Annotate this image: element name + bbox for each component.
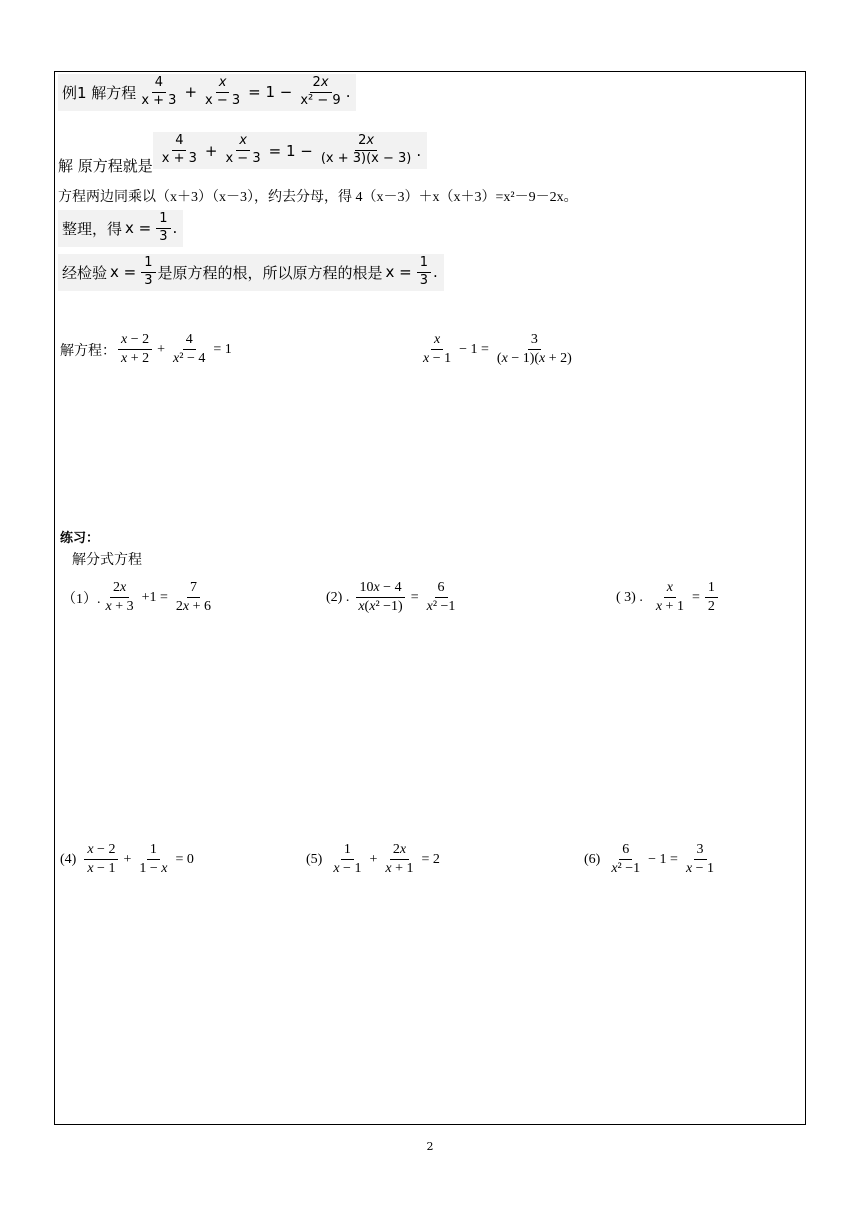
practice-label: ( 3) . (616, 589, 643, 605)
check-prefix: 经检验 (62, 263, 108, 282)
fraction: $\frac{2x}{x + 1}$ (385, 842, 414, 877)
practice-label: (4) (60, 851, 77, 867)
practice-item-3: ( 3) . $\frac{x}{x + 1}$ = $\frac{1}{2}$ (616, 580, 720, 615)
practice-heading: 练习： (60, 531, 100, 546)
fraction: $\frac{x}{x - 3}$ (205, 75, 241, 108)
fraction: $\frac{4}{x + 3}$ (141, 75, 177, 108)
simplify-prefix: 整理，得 (62, 219, 123, 238)
fraction: $\frac{x}{x - 3}$ (225, 133, 261, 166)
fraction: $\frac{3}{x - 1}$ (685, 842, 715, 877)
check-middle: 是原方程的根，所以原方程的根是 (157, 263, 383, 282)
practice-item-5: (5) $\frac{1}{x - 1}$ + $\frac{2x}{x + 1}$ = 2 (306, 842, 440, 877)
fraction: $\frac{4}{\text{x² − 4}}$ (173, 332, 206, 367)
fraction: $\frac{x - 2}{x - 1}$ (84, 842, 118, 877)
practice-subheading: 解分式方程 (72, 552, 142, 568)
practice-label: (5) (306, 851, 323, 867)
practice-item-6: (6) $\frac{6}{\text{x² −1}}$ − 1 = $\frac{3}{x - 1}$ (584, 842, 719, 877)
fraction: $\frac{10x - 4}{\text{x(x² −1)}}$ (358, 580, 403, 615)
practice-label: (6) (584, 851, 601, 867)
fraction: $\frac{6}{\text{x² −1}}$ (426, 580, 456, 615)
fraction: $\frac{x}{x + 1}$ (655, 580, 684, 615)
fraction: $\frac{2x}{(x + 3)(x - 3)}$ (320, 133, 412, 166)
fraction: $\frac{2x}{\text{x² − 9}}$ (300, 75, 341, 108)
fraction: $\frac{1}{1 - x}$ (139, 842, 168, 877)
page-number: 2 (426, 1140, 434, 1153)
check-step: 经检验 x = $\frac{1}{3}$ 是原方程的根，所以原方程的根是 x = $\frac{1}{3}$ . (58, 254, 444, 291)
fraction: $\frac{1}{2}$ (705, 580, 718, 615)
practice-item-2: (2) . $\frac{10x - 4}{\text{x(x² −1)}}$ = $\frac{6}{\text{x² −1}}$ (326, 580, 460, 615)
fraction: $\frac{x - 2}{x + 2}$ (118, 332, 152, 367)
solution-prefix: 解 原方程就是 (58, 157, 153, 175)
fraction: $\frac{x}{x - 1}$ (423, 332, 452, 367)
practice-label: (2) . (326, 589, 350, 605)
fraction: $\frac{3}{(x - 1)(x + 2)}$ (496, 332, 572, 367)
example-title: 例1 解方程 (62, 83, 137, 102)
fraction: $\frac{4}{x + 3}$ (161, 133, 197, 166)
fraction: $\frac{1}{x - 1}$ (333, 842, 362, 877)
solve-label: 解方程： (60, 342, 116, 359)
simplify-step: 整理，得 x = $\frac{1}{3}$ . (58, 210, 183, 247)
practice-label: （1）. (62, 591, 101, 607)
solve-equation-1: 解方程： $\frac{x - 2}{x + 2}$ + $\frac{4}{\text{x² − 4}}$ = 1 (60, 332, 232, 367)
fraction: $\frac{7}{2x + 6}$ (175, 580, 212, 615)
solution-equation: $\frac{4}{x + 3}$ + $\frac{x}{x - 3}$ = 1 − $\frac{2x}{(x + 3)(x - 3)}$ . (153, 132, 427, 169)
fraction: $\frac{6}{\text{x² −1}}$ (611, 842, 641, 877)
solve-equation-2: $\frac{x}{x - 1}$ − 1 = $\frac{3}{(x - 1)(x + 2)}$ (418, 332, 577, 367)
practice-item-1: （1）. $\frac{2x}{x + 3}$ +1 = $\frac{7}{2x + 6}$ (62, 580, 216, 615)
fraction: $\frac{1}{3}$ (417, 256, 431, 289)
example-title-line: 例1 解方程 $\frac{4}{x + 3}$ + $\frac{x}{x - 3}$ = 1 − $\frac{2x}{\text{x² − 9}}$ . (58, 74, 356, 111)
multiply-step: 方程两边同乘以（x＋3）（x－3），约去分母，得 4（x－3）＋x（x＋3）=x²－9－2x。 (58, 190, 578, 205)
fraction: $\frac{2x}{x + 3}$ (105, 580, 134, 615)
fraction: $\frac{1}{3}$ (141, 256, 155, 289)
solution-line (58, 125, 427, 176)
fraction: $\frac{1}{3}$ (156, 212, 170, 245)
practice-item-4: (4) $\frac{x - 2}{x - 1}$ + $\frac{1}{1 - x}$ = 0 (60, 842, 194, 877)
